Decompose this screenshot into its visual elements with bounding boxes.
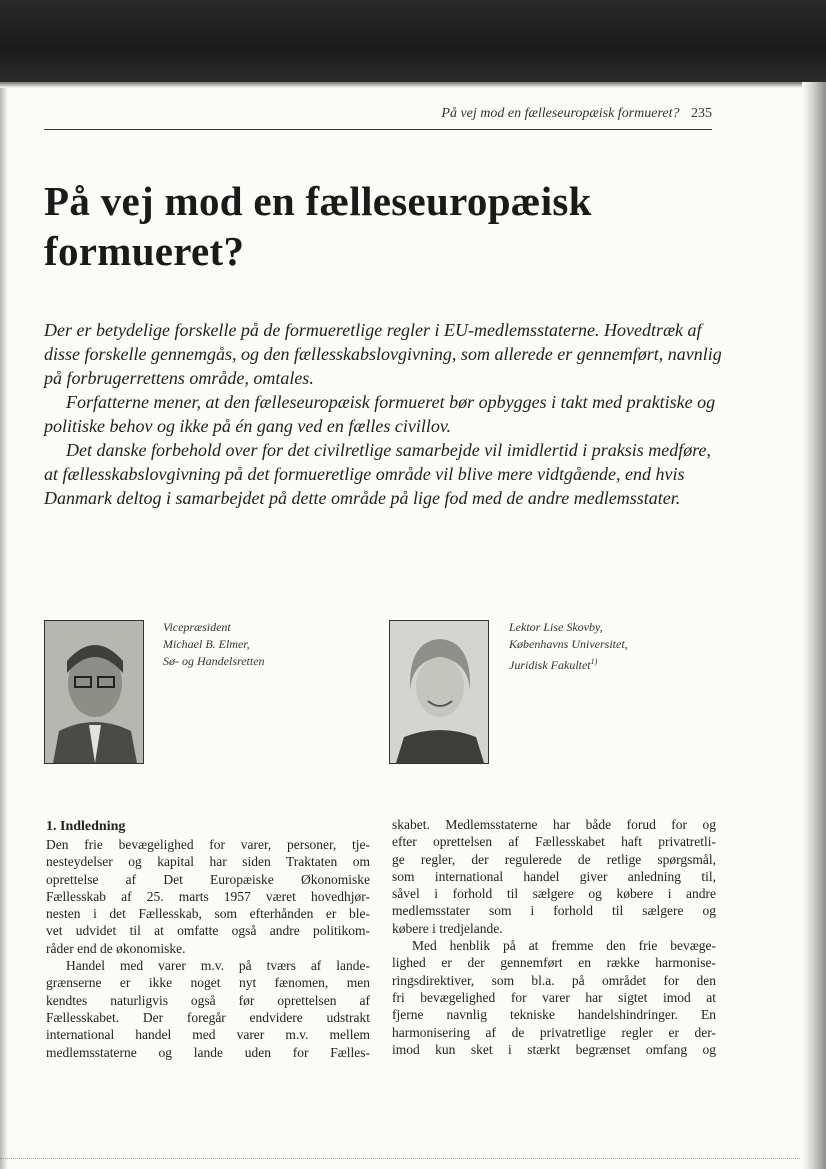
- article-title: [44, 176, 744, 276]
- body-line: vet udvidet til at omfatte også andre politikom-: [46, 923, 370, 939]
- title-line: formueret?: [44, 228, 245, 274]
- scan-bottom-edge: [0, 1158, 800, 1159]
- body-line: såvel i forhold til sælgere og købere i andre: [392, 886, 716, 902]
- caption-line: Sø- og Handelsretten: [163, 654, 265, 668]
- portrait-placeholder-icon: [45, 621, 143, 763]
- body-line: råder end de økonomiske.: [46, 940, 186, 956]
- abstract-paragraph: Det danske forbehold over for det civilretlige samarbejde vil imidlertid i praksis medføre, at fællesskabslovgivning på det formueretlige område vil blive mere vidtgående, end hvis Danmark deltog i samarbejdet på dette område på lige fod med de andre medlemsstater.: [44, 440, 712, 508]
- abstract-paragraph: Der er betydelige forskelle på de formueretlige regler i EU-medlemsstaterne. Hovedtræk af disse forskelle gennemgås, og den fællesskabslovgivning, som allerede er gennemført, navnlig på forbrugerrettens område, omtales.: [44, 320, 722, 388]
- body-line: fjerne navnlig tekniske handelshindringer. En: [392, 1007, 716, 1023]
- abstract-paragraph: Forfatterne mener, at den fælleseuropæisk formueret bør opbygges i takt med praktiske og politiske behov og ikke på én gang ved en fælles civillov.: [44, 392, 716, 436]
- author-caption-elmer: [163, 619, 265, 670]
- header-rule: [44, 129, 712, 130]
- page-number: 235: [691, 106, 712, 121]
- author-photo-skovby: [389, 620, 489, 764]
- body-line: skabet. Medlemsstaterne har både forud for og: [392, 817, 716, 832]
- body-column-right: [392, 816, 716, 1058]
- body-line: Handel med varer m.v. på tværs af lande-: [66, 958, 370, 974]
- caption-text: Juridisk Fakultet: [509, 658, 591, 672]
- body-line: lighed er der gennemført en række harmonise-: [392, 955, 716, 971]
- caption-line: [509, 653, 628, 674]
- body-line: ge regler, der regulerede de retlige spørgsmål,: [392, 851, 716, 867]
- body-line: grænserne er ikke noget nyt fænomen, men: [46, 975, 370, 991]
- body-line: som international handel giver anledning til,: [392, 868, 716, 884]
- author-caption-skovby: [509, 619, 628, 674]
- body-line: ringsdirektiver, som bl.a. på området for den: [392, 972, 716, 988]
- body-line: international handel med varer m.v. mellem: [46, 1027, 370, 1043]
- scan-dark-border: [0, 0, 826, 82]
- title-line: På vej mod en fælleseuropæisk: [44, 178, 592, 224]
- body-line: Den frie bevægelighed for varer, personer, tje-: [46, 837, 370, 852]
- caption-line: Michael B. Elmer,: [163, 637, 250, 651]
- body-line: Med henblik på at fremme den frie bevæge-: [412, 938, 716, 954]
- abstract: [44, 318, 724, 510]
- body-line: harmonisering af de privatretlige regler er der-: [392, 1024, 716, 1040]
- running-head: [44, 106, 712, 122]
- footnote-marker: 1): [590, 657, 598, 666]
- body-line: efter oprettelsen af Fællesskabet haft privatretli-: [392, 834, 716, 850]
- body-line: nesten i det Fællesskab, som efterhånden er ble-: [46, 906, 370, 922]
- caption-line: Lektor Lise Skovby,: [509, 620, 603, 634]
- caption-line: Københavns Universitet,: [509, 637, 628, 651]
- body-line: medlemsstaterne og lande uden for Fælles-: [46, 1044, 370, 1060]
- section-heading: 1. Indledning: [46, 819, 126, 834]
- caption-line: Vicepræsident: [163, 620, 231, 634]
- body-line: fri bevægelighed for varer har sigtet imod at: [392, 989, 716, 1005]
- body-line: købere i tredjelande.: [392, 920, 503, 936]
- scan-shadow: [0, 82, 826, 88]
- body-line: Fællesskabet. Der foregår endvidere udstrakt: [46, 1009, 370, 1025]
- running-head-title: På vej mod en fælleseuropæisk formueret?: [441, 106, 680, 121]
- body-line: imod kun sket i stærkt begrænset omfang og: [392, 1041, 716, 1057]
- body-line: kendtes naturligvis også før oprettelsen af: [46, 992, 370, 1008]
- scan-left-edge: [0, 88, 8, 1169]
- body-line: Fællesskab af 25. marts 1957 været hovedhjør-: [46, 888, 370, 904]
- body-column-left: [46, 818, 370, 1061]
- portrait-placeholder-icon: [390, 621, 488, 763]
- body-line: oprettelse af Det Europæiske Økonomiske: [46, 871, 370, 887]
- body-line: medlemsstater som i forhold til sælgere og: [392, 903, 716, 919]
- scan-right-edge: [802, 82, 826, 1169]
- author-photo-elmer: [44, 620, 144, 764]
- body-line: nesteydelser og kapital har siden Traktaten om: [46, 854, 370, 870]
